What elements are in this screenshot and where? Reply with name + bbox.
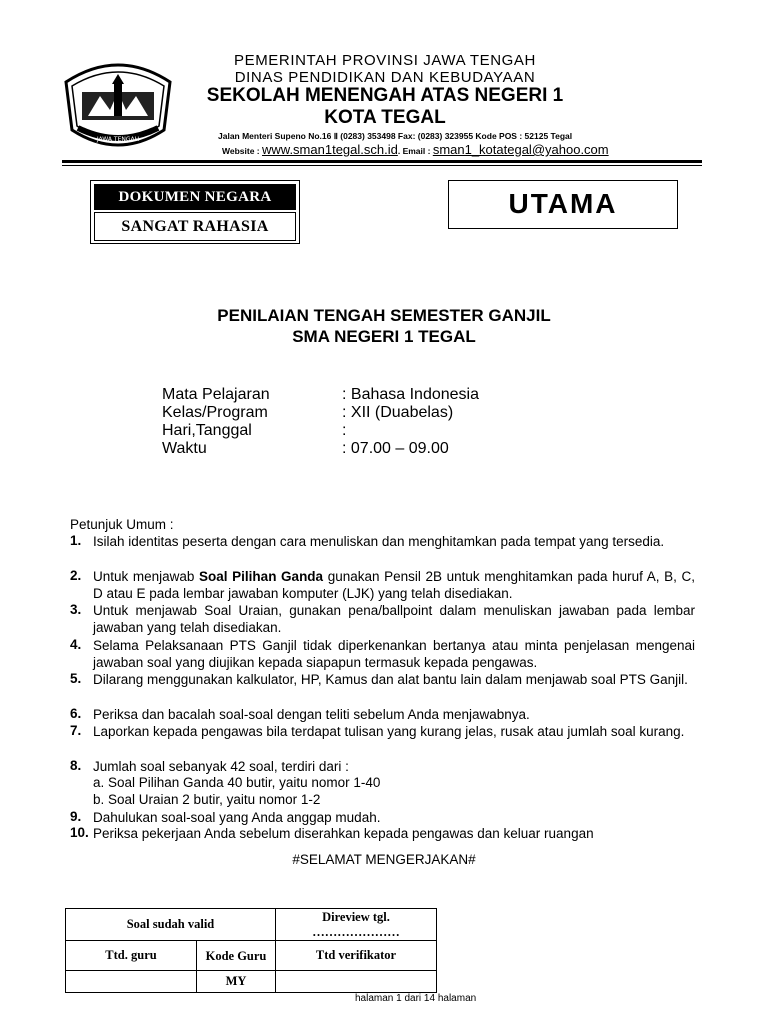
instruction-number: 4.	[70, 637, 82, 652]
direview-cell	[276, 909, 437, 941]
instruction-text: Selama Pelaksanaan PTS Ganjil tidak diperkenankan bertanya atau minta penjelasan mengenai jawaban soal yang diujikan kepada siapapun termasuk kepada pengawas.	[93, 638, 695, 670]
instruction-number: 6.	[70, 706, 82, 721]
letterhead-city: KOTA TEGAL	[324, 107, 446, 128]
ttd-guru-cell	[66, 941, 197, 971]
soal-valid-label: Soal sudah valid	[126, 917, 215, 931]
subject-label: Mata Pelajaran	[162, 386, 270, 403]
email-label: . Email :	[397, 146, 433, 156]
letterhead-divider-thin	[62, 165, 702, 166]
letterhead-department: DINAS PENDIDIKAN DAN KEBUDAYAAN	[234, 69, 536, 86]
letterhead-school-name: SEKOLAH MENENGAH ATAS NEGERI 1	[206, 85, 564, 106]
exam-subtitle: SMA NEGERI 1 TEGAL	[292, 327, 476, 346]
classification-top: DOKUMEN NEGARA	[94, 184, 296, 210]
classification-bottom: SANGAT RAHASIA	[94, 212, 296, 241]
letterhead-divider-thick	[62, 160, 702, 163]
date-value: :	[342, 422, 347, 439]
kode-guru-value-cell	[197, 971, 276, 993]
kode-guru-value: MY	[225, 974, 247, 988]
instruction-number: 5.	[70, 671, 82, 686]
letterhead-contact	[222, 142, 609, 157]
letterhead-address: Jalan Menteri Supeno No.16 Ⅱ (0283) 353498 Fax: (0283) 323955 Kode POS : 52125 Tegal	[218, 131, 573, 141]
classification-box	[90, 180, 300, 244]
website-link[interactable]: www.sman1tegal.sch.id	[262, 142, 398, 157]
logo-text: JAWA TENGAH	[96, 136, 140, 143]
instruction-number: 10.	[70, 825, 89, 840]
exam-title: PENILAIAN TENGAH SEMESTER GANJIL	[217, 306, 551, 325]
verifikator-signature-cell[interactable]	[276, 971, 437, 993]
sub-item: a. Soal Pilihan Ganda 40 butir, yaitu nomor 1-40	[93, 775, 381, 790]
class-label: Kelas/Program	[162, 404, 268, 421]
instruction-number: 9.	[70, 809, 82, 824]
instruction-text: Isilah identitas peserta dengan cara menuliskan dan menghitamkan pada tempat yang tersedia.	[93, 534, 665, 549]
instruction-number: 3.	[70, 602, 82, 617]
website-label: Website :	[222, 146, 262, 156]
instruction-text-pre: Untuk menjawab	[93, 569, 200, 584]
ttd-verifikator-label: Ttd verifikator	[315, 948, 397, 962]
instruction-text: Periksa pekerjaan Anda sebelum diserahkan kepada pengawas dan keluar ruangan	[93, 826, 594, 841]
time-value: : 07.00 – 09.00	[342, 440, 449, 457]
subject-value: : Bahasa Indonesia	[342, 386, 479, 403]
instruction-text: Dahulukan soal-soal yang Anda anggap mudah.	[93, 810, 381, 825]
instruction-number: 7.	[70, 723, 82, 738]
closing-message: #SELAMAT MENGERJAKAN#	[292, 852, 476, 867]
page-footer: halaman 1 dari 14 halaman	[355, 993, 477, 1004]
sub-item: b. Soal Uraian 2 butir, yaitu nomor 1-2	[93, 792, 321, 807]
ttd-guru-signature-cell[interactable]	[66, 971, 197, 993]
kode-guru-cell	[197, 941, 276, 971]
instruction-text: Untuk menjawab Soal Uraian, gunakan pena/ballpoint dalam menuliskan jawaban pada lembar jawaban yang telah disediakan.	[93, 603, 695, 635]
direview-label: Direview tgl.	[322, 909, 390, 924]
date-label: Hari,Tanggal	[162, 422, 252, 439]
instruction-text: Dilarang menggunakan kalkulator, HP, Kamus dan alat bantu lain dalam menjawab soal PTS Ganjil.	[93, 672, 688, 687]
instruction-number: 8.	[70, 758, 82, 773]
letterhead-government: PEMERINTAH PROVINSI JAWA TENGAH	[234, 52, 536, 69]
ttd-verifikator-cell	[276, 941, 437, 971]
instruction-text	[93, 568, 695, 602]
validation-table	[65, 908, 437, 993]
instruction-text: Periksa dan bacalah soal-soal dengan teliti sebelum Anda menjawabnya.	[93, 707, 530, 722]
kode-guru-label: Kode Guru	[205, 948, 267, 963]
exam-type-box: UTAMA	[448, 180, 678, 229]
direview-date-blank: …………………	[312, 924, 400, 939]
email-link[interactable]: sman1_kotategal@yahoo.com	[432, 142, 609, 157]
provincial-emblem-logo	[60, 52, 176, 152]
instructions-heading: Petunjuk Umum :	[70, 517, 174, 532]
instruction-number: 1.	[70, 533, 82, 548]
instruction-text-post: gunakan Pensil 2B untuk menghitamkan pada huruf A, B, C, D atau E pada lembar jawaban komputer (LJK) yang telah disediakan.	[93, 569, 696, 601]
time-label: Waktu	[162, 440, 207, 457]
instruction-text: Laporkan kepada pengawas bila terdapat tulisan yang kurang jelas, rusak atau jumlah soal kurang.	[93, 724, 685, 739]
instruction-number: 2.	[70, 568, 82, 583]
soal-valid-cell	[66, 909, 276, 941]
class-value: : XII (Duabelas)	[342, 404, 454, 421]
instruction-text-bold: Soal Pilihan Ganda	[199, 569, 324, 584]
ttd-guru-label: Ttd. guru	[105, 948, 157, 962]
instruction-text: Jumlah soal sebanyak 42 soal, terdiri dari :	[93, 759, 349, 774]
